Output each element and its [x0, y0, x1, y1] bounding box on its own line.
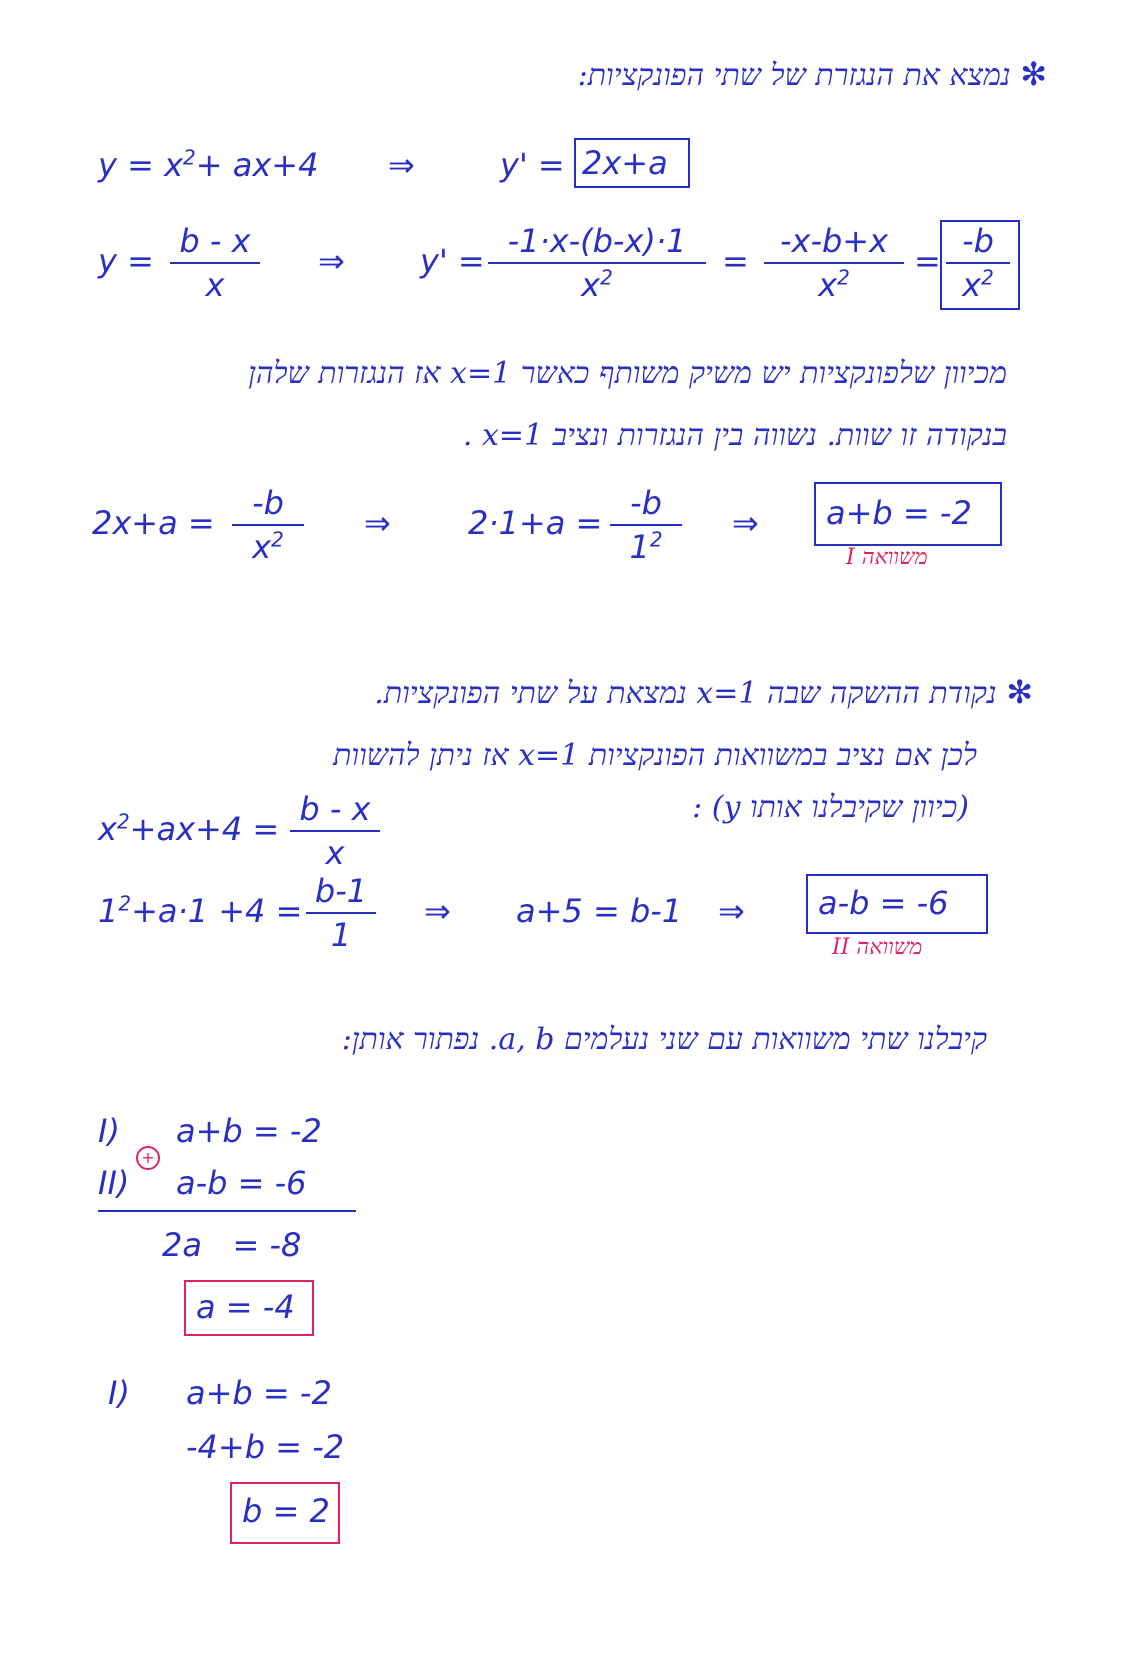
eq1-den: $x^2$ — [252, 527, 284, 566]
eq1-fraction — [232, 484, 304, 566]
eq1-mid-den: $1^2$ — [629, 527, 663, 566]
f1-exp: 2 — [183, 145, 196, 170]
heading-1 — [578, 56, 1047, 94]
eq-a-lhs: $x^2+ax+4$ = — [98, 809, 280, 848]
section3-line1 — [374, 674, 1033, 712]
r1: a+b = -2 — [176, 1112, 322, 1150]
arrow-1: ⇒ — [388, 146, 415, 184]
eq-a-fraction — [290, 790, 380, 872]
eq-b-mid: a+5 = b-1 — [516, 892, 683, 930]
f1-lhs: y = x — [98, 146, 184, 184]
eq1-lhs: 2x+a = — [92, 504, 215, 542]
eq1-num: -b — [252, 484, 284, 522]
f1-rest: + ax+4 — [195, 146, 319, 184]
section3-line3: (כיוון שקיבלנו אותו y) : — [692, 790, 969, 825]
f2-result-den: $x^2$ — [962, 265, 994, 304]
f2-result-num: -b — [962, 222, 994, 260]
arrow-6: ⇒ — [718, 892, 745, 930]
f2-step2-num: -x-b+x — [779, 222, 889, 260]
eq1-mid-fraction — [610, 484, 682, 566]
f2-step2 — [764, 222, 904, 304]
section2-line2: בנקודה זו שוות. נשווה בין הנגזרות ונציב x=1 . — [462, 418, 1007, 453]
a-result: a = -4 — [196, 1288, 295, 1326]
f2-deriv-lhs: y' = — [420, 242, 485, 280]
plus-icon: + — [136, 1146, 160, 1170]
eq1-result: a+b = -2 — [826, 494, 972, 532]
section3-line1-text: נקודת ההשקה שבה x=1 נמצאת על שתי הפונקציות. — [374, 676, 997, 711]
f2-step2-den: $x^2$ — [818, 265, 850, 304]
r1-tag: I) — [98, 1112, 120, 1150]
f1-deriv-lhs: y' = — [500, 146, 565, 184]
arrow-4: ⇒ — [732, 504, 759, 542]
arrow-3: ⇒ — [364, 504, 391, 542]
r2: a-b = -6 — [176, 1164, 307, 1202]
eq-a-num: b - x — [299, 790, 371, 828]
f2-num: b - x — [179, 222, 251, 260]
f2-step1-num: -1·x-(b-x)·1 — [507, 222, 687, 260]
eq-b-label: משוואה II — [832, 935, 923, 960]
f2-lhs: y = — [98, 242, 154, 280]
r3: a+b = -2 — [186, 1374, 332, 1412]
star-icon: ✻ — [1020, 55, 1047, 93]
function-1 — [98, 146, 318, 184]
eq-b-lhs: $1^2+a\cdot 1 +4$ = — [98, 891, 303, 930]
eq-a-den: x — [325, 834, 345, 872]
eq-b-den: 1 — [330, 916, 352, 954]
r2-tag: II) — [98, 1164, 130, 1202]
section3-line2: לכן אם נציב במשוואות הפונקציות x=1 אז ניתן להשוות — [333, 738, 977, 773]
sum-line — [98, 1210, 356, 1212]
eq-b-result: a-b = -6 — [818, 884, 949, 922]
eq1-mid: 2·1+a = — [468, 504, 603, 542]
r3-tag: I) — [108, 1374, 130, 1412]
eq-sign-1: = — [722, 242, 749, 280]
star-icon: ✻ — [1006, 673, 1033, 711]
f2-step1-den: $x^2$ — [581, 265, 613, 304]
sum: 2a = -8 — [162, 1226, 302, 1264]
eq-b-fraction — [306, 872, 376, 954]
eq-sign-2: = — [914, 242, 941, 280]
eq1-mid-num: -b — [630, 484, 662, 522]
f2-fraction — [170, 222, 260, 304]
eq1-label: משוואה I — [846, 545, 928, 570]
arrow-2: ⇒ — [318, 242, 345, 280]
f2-step1 — [488, 222, 706, 304]
section2-line1: מכיוון שלפונקציות יש משיק משותף כאשר x=1 אז הנגזרות שלהן — [248, 356, 1007, 391]
f2-result — [946, 222, 1010, 304]
f1-deriv-value: 2x+a — [582, 144, 668, 182]
r4: -4+b = -2 — [186, 1428, 345, 1466]
arrow-5: ⇒ — [424, 892, 451, 930]
b-result: b = 2 — [242, 1492, 330, 1530]
heading-1-text: נמצא את הנגזרת של שתי הפונקציות: — [577, 58, 1011, 93]
f2-den: x — [205, 266, 225, 304]
section4-line1: קיבלנו שתי משוואות עם שני נעלמים a, b. נפתור אותן: — [341, 1022, 987, 1057]
eq-b-num: b-1 — [314, 872, 368, 910]
